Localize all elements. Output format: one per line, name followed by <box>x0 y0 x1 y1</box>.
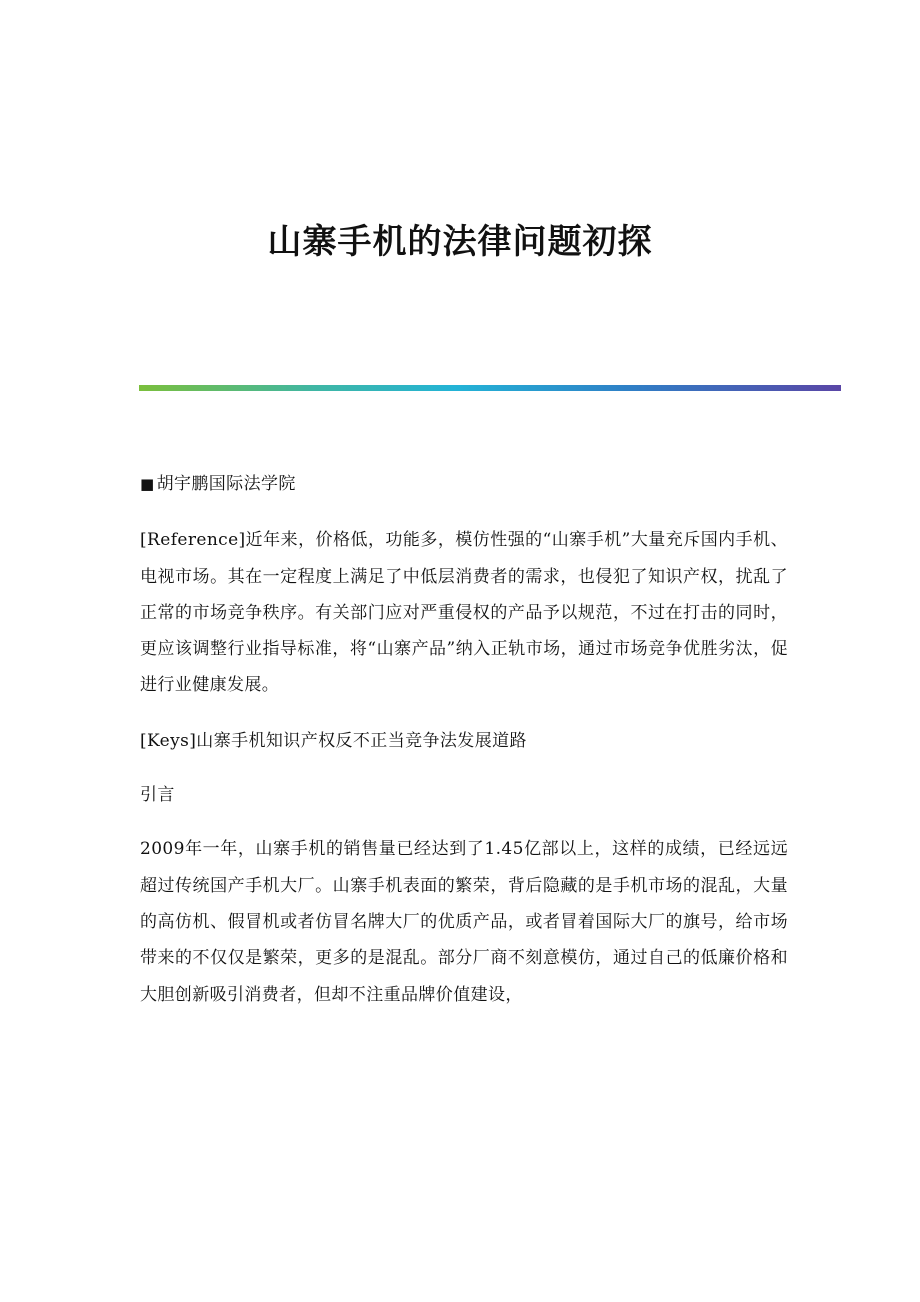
author-line <box>140 466 788 502</box>
gradient-divider <box>139 385 841 391</box>
author-affiliation: 胡宇鹏国际法学院 <box>156 474 296 494</box>
document-body <box>140 466 788 1013</box>
body-paragraph: 2009年一年，山寨手机的销售量已经达到了1.45亿部以上，这样的成绩，已经远远超过传统国产手机大厂。山寨手机表面的繁荣，背后隐藏的是手机市场的混乱，大量的高仿机、假冒机或者仿冒名牌大厂的优质产品，或者冒着国际大厂的旗号，给市场带来的不仅仅是繁荣，更多的是混乱。部分厂商不刻意模仿，通过自己的低廉价格和大胆创新吸引消费者，但却不注重品牌价值建设， <box>140 839 788 1005</box>
document-title: 山寨手机的法律问题初探 <box>267 222 653 262</box>
section-heading: 引言 <box>140 785 175 806</box>
keywords-line: [Keys]山寨手机知识产权反不正当竞争法发展道路 <box>140 730 527 751</box>
abstract-paragraph: [Reference]近年来，价格低，功能多，模仿性强的“山寨手机”大量充斥国内手机、电视市场。其在一定程度上满足了中低层消费者的需求，也侵犯了知识产权，扰乱了正常的市场竞争秩序。有关部门应对严重侵权的产品予以规范，不过在打击的同时，更应该调整行业指导标准，将“山寨产品”纳入正轨市场，通过市场竞争优胜劣汰，促进行业健康发展。 <box>140 530 788 696</box>
square-bullet-icon: ■ <box>140 475 155 493</box>
